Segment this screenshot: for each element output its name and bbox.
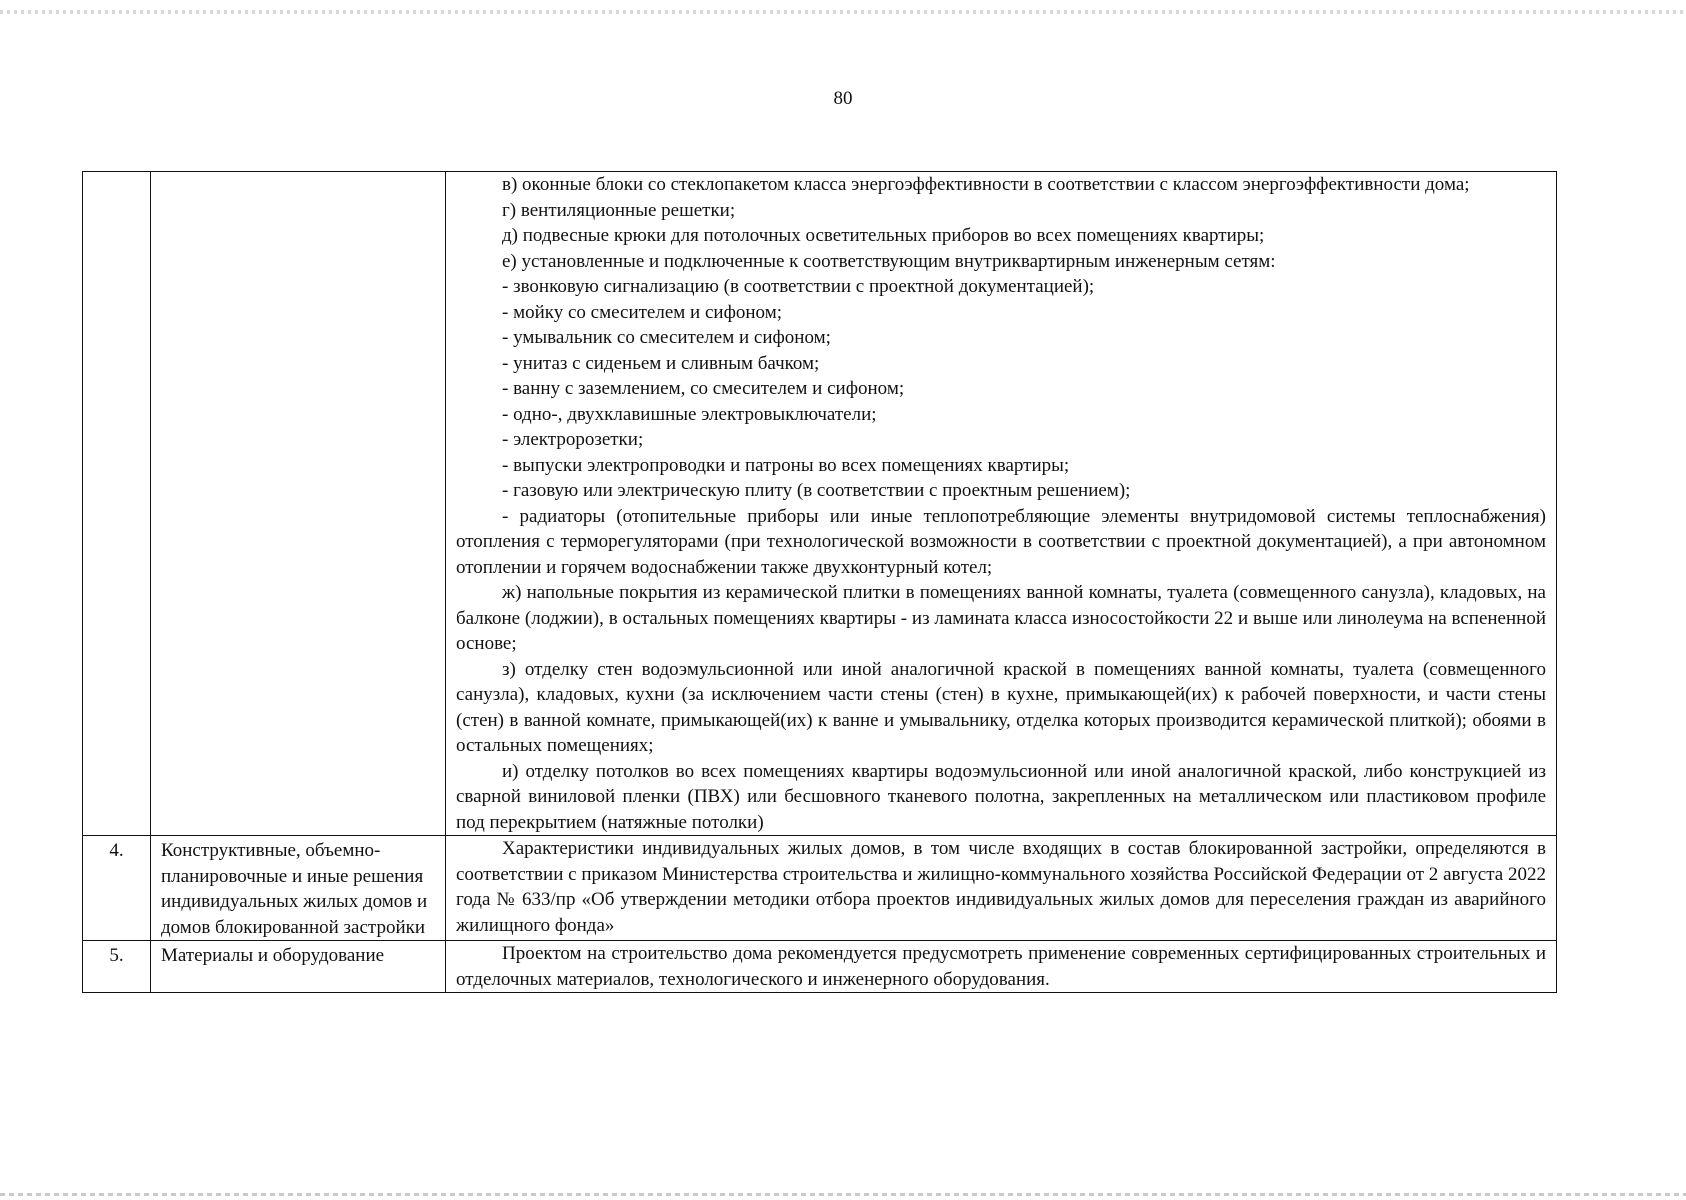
content-paragraph: Проектом на строительство дома рекомендуется предусмотреть применение современных сертифицированных строительных и отделочных материалов, технологического и инженерного оборудования.	[456, 943, 1546, 990]
content-paragraph: - звонковую сигнализацию (в соответствии с проектной документацией);	[502, 276, 1095, 297]
table-row	[83, 172, 1557, 836]
content-paragraph: - выпуски электропроводки и патроны во всех помещениях квартиры;	[502, 454, 1070, 476]
page-number: 80	[833, 88, 853, 109]
row-name: Материалы и оборудование	[151, 941, 446, 993]
row-number: 5.	[83, 941, 151, 993]
content-paragraph: - газовую или электрическую плиту (в соответствии с проектным решением);	[502, 480, 1131, 501]
content-paragraph: и) отделку потолков во всех помещениях квартиры водоэмульсионной или иной аналогичной краской, либо конструкцией из сварной виниловой пленки (ПВХ) или бесшовного тканевого полотна, закрепленных на металлическом или пластиковом профиле под перекрытием (натяжные потолки)	[456, 760, 1546, 833]
row-number	[83, 172, 151, 836]
content-paragraph: ж) напольные покрытия из керамической плитки в помещениях ванной комнаты, туалета (совмещенного санузла), кладовых, на балконе (лоджии), в остальных помещениях квартиры - из ламината класса износостойкости 22 и выше или линолеума на вспененной основе;	[456, 582, 1546, 654]
row-content	[446, 836, 1557, 941]
row-content	[446, 172, 1557, 836]
content-paragraph: - электророзетки;	[502, 429, 644, 450]
requirements-table	[82, 171, 1557, 993]
table-row	[83, 941, 1557, 993]
table-row	[83, 836, 1557, 941]
row-content	[446, 941, 1557, 993]
content-paragraph: - мойку со смесителем и сифоном;	[502, 301, 782, 323]
content-paragraph: е) установленные и подключенные к соответствующим внутриквартирным инженерным сетям:	[502, 250, 1276, 272]
content-paragraph: - радиаторы (отопительные приборы или иные теплопотребляющие элементы внутридомовой системы теплоснабжения) отопления с терморегуляторами (при технологической возможности в соответствии с проектной документацией), а при автономном отоплении и горячем водоснабжении также двухконтурный котел;	[456, 505, 1546, 578]
content-paragraph: г) вентиляционные решетки;	[502, 199, 736, 221]
content-paragraph: д) подвесные крюки для потолочных осветительных приборов во всех помещениях квартиры;	[502, 225, 1265, 246]
content-paragraph: в) оконные блоки со стеклопакетом класса энергоэффективности в соответствии с классом энергоэффективности дома;	[502, 174, 1470, 195]
scan-edge-bottom	[0, 1193, 1686, 1196]
content-paragraph: - умывальник со смесителем и сифоном;	[502, 327, 831, 348]
content-paragraph: - ванну с заземлением, со смесителем и сифоном;	[502, 378, 905, 399]
content-paragraph: - одно-, двухклавишные электровыключатели;	[502, 403, 877, 425]
content-paragraph: - унитаз с сиденьем и сливным бачком;	[502, 352, 820, 374]
scan-edge-top	[0, 10, 1686, 14]
content-paragraph: з) отделку стен водоэмульсионной или иной аналогичной краской в помещениях ванной комнаты, туалета (совмещенного санузла), кладовых, кухни (за исключением части стены (стен) в кухне, примыкающей(их) к рабочей поверхности, и части стены (стен) в ванной комнате, примыкающей(их) к ванне и умывальнику, отделка которых производится керамической плиткой); обоями в остальных помещениях;	[456, 658, 1546, 756]
content-paragraph: Характеристики индивидуальных жилых домов, в том числе входящих в состав блокированной застройки, определяются в соответствии с приказом Министерства строительства и жилищно-коммунального хозяйства Российской Федерации от 2 августа 2022 года № 633/пр «Об утверждении методики отбора проектов индивидуальных жилых домов для переселения граждан из аварийного жилищного фонда»	[456, 838, 1546, 936]
row-name: Конструктивные, объемно-планировочные и иные решения индивидуальных жилых домов и домов блокированной застройки	[151, 836, 446, 941]
row-name	[151, 172, 446, 836]
row-number: 4.	[83, 836, 151, 941]
